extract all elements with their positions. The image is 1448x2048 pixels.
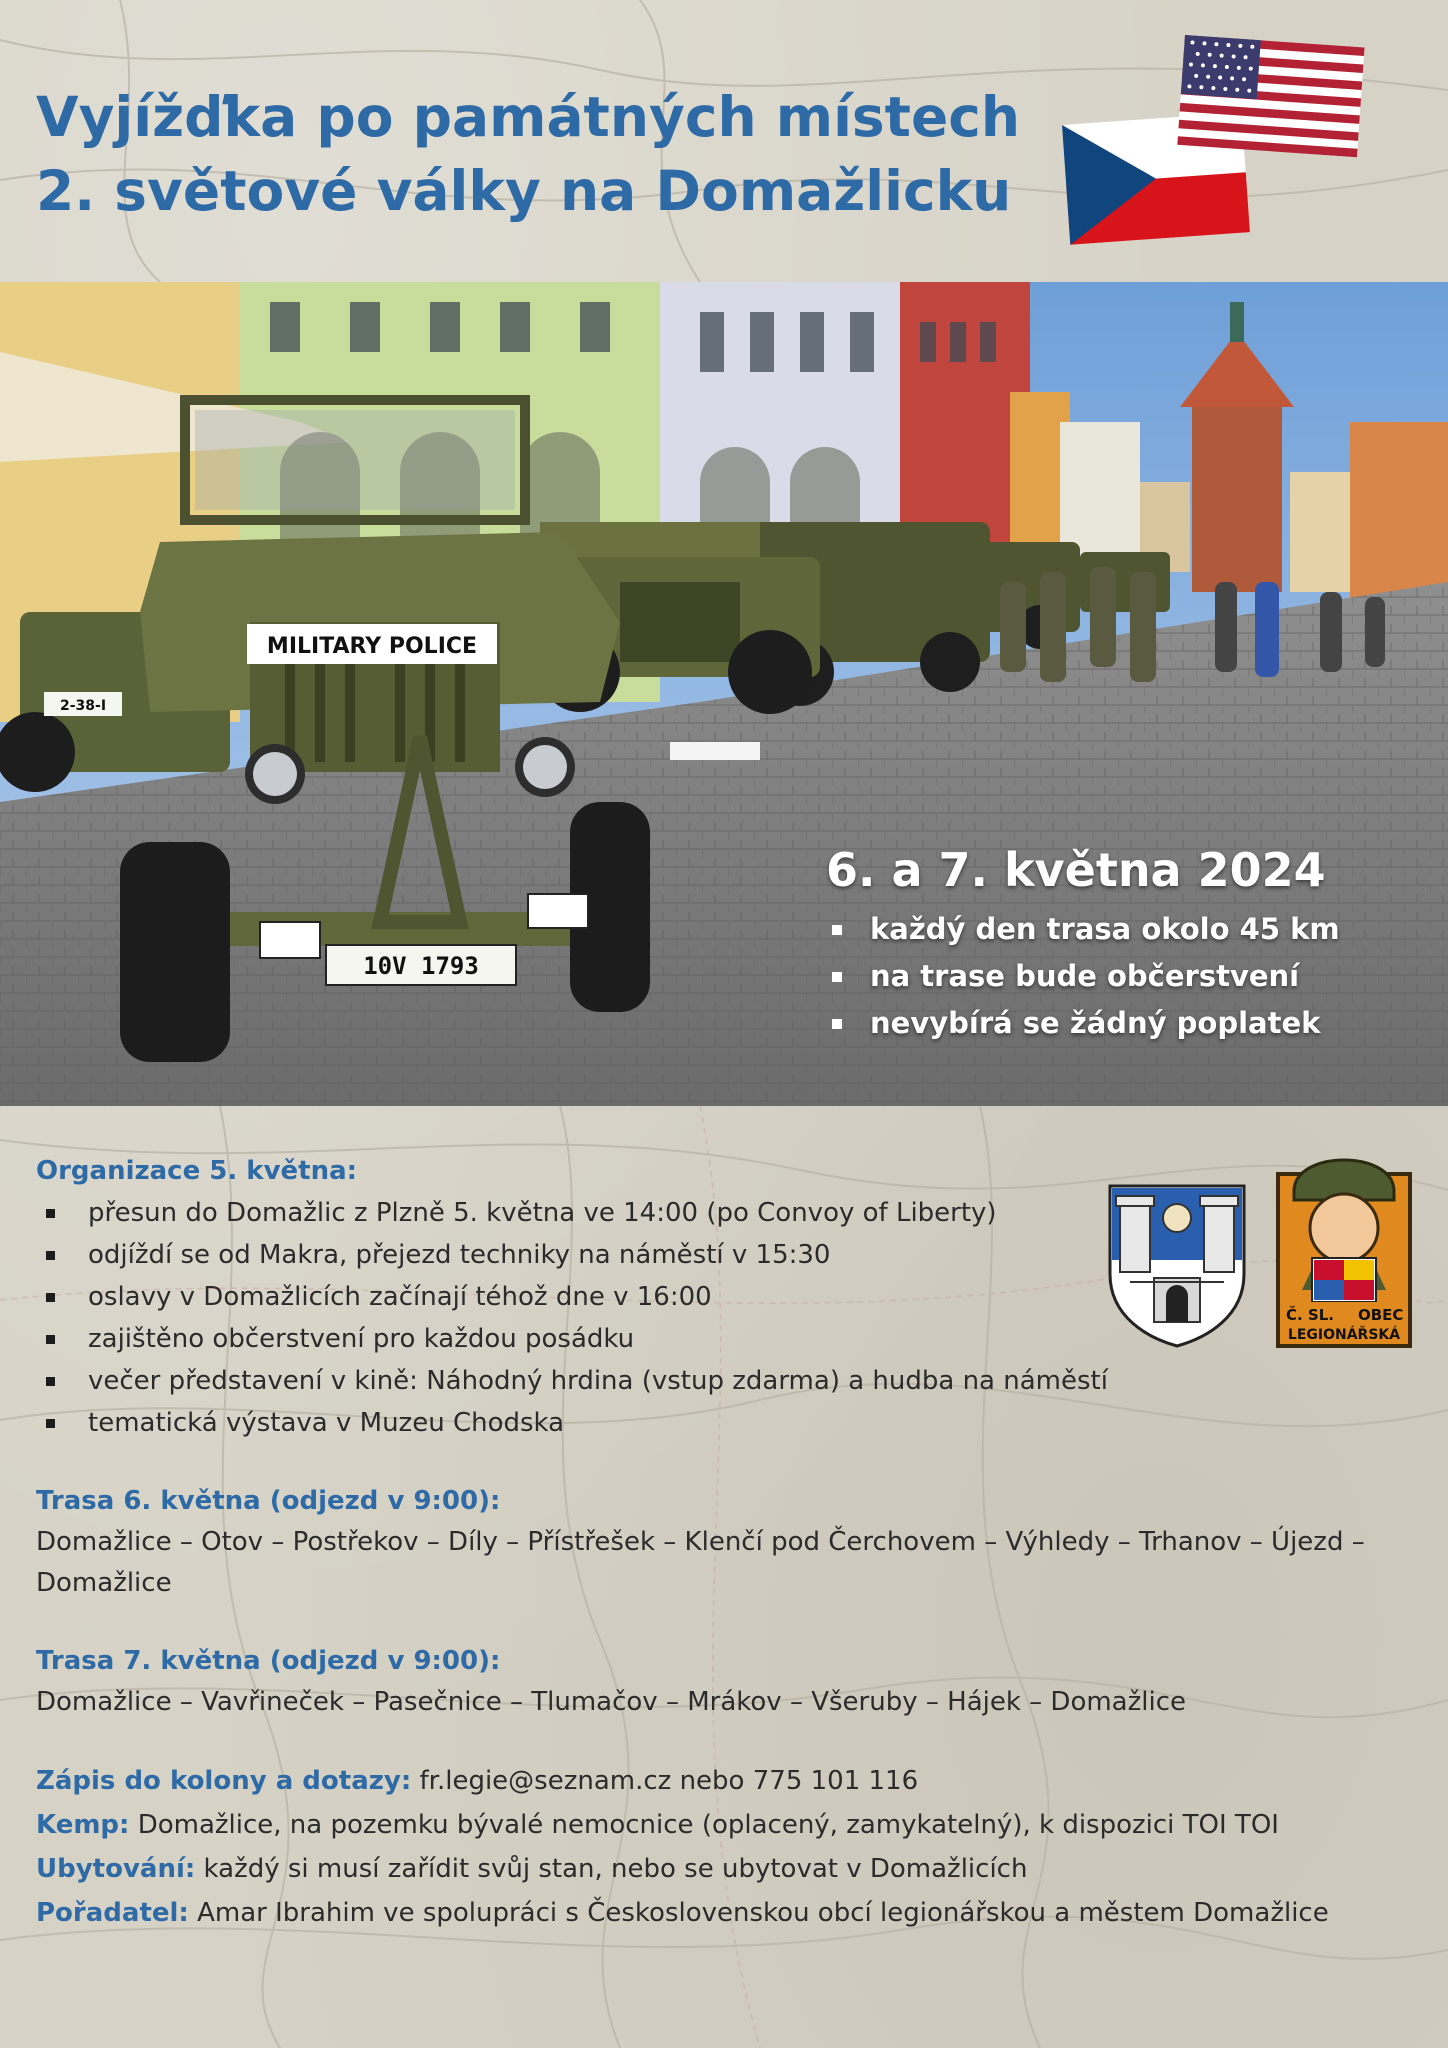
highlight-item: každý den trasa okolo 45 km — [826, 906, 1426, 953]
event-date: 6. a 7. května 2024 — [826, 843, 1326, 897]
list-item: zajištěno občerstvení pro každou posádku — [36, 1318, 1416, 1360]
list-item: odjíždí se od Makra, přejezd techniky na náměstí v 15:30 — [36, 1234, 1416, 1276]
usa-flag-icon — [1177, 35, 1364, 157]
title-line-1: Vyjížďka po památných místech — [36, 85, 1021, 149]
route7-text: Domažlice – Vavřineček – Pasečnice – Tlumačov – Mrákov – Všeruby – Hájek – Domažlice — [36, 1687, 1187, 1717]
military-police-sign: MILITARY POLICE — [266, 634, 478, 659]
highlight-item: nevybírá se žádný poplatek — [826, 1000, 1426, 1047]
left-jeep-marking: 2-38-I — [59, 698, 107, 714]
lodging-label: Ubytování: — [36, 1854, 196, 1884]
event-highlights — [826, 840, 1426, 1047]
organizer-value: Amar Ibrahim ve spolupráci s Československou obcí legionářskou a městem Domažlice — [197, 1898, 1329, 1928]
title-line-2: 2. světové války na Domažlicku — [36, 159, 1012, 223]
camp-label: Kemp: — [36, 1810, 130, 1840]
signup-line — [36, 1759, 1416, 1803]
highlight-item: na trase bude občerstvení — [826, 953, 1426, 1000]
list-item: přesun do Domažlic z Plzně 5. května ve 14:00 (po Convoy of Liberty) — [36, 1192, 1416, 1234]
legion-text-right: OBEC — [1358, 1306, 1404, 1324]
camp-value: Domažlice, na pozemku bývalé nemocnice (oplacený, zamykatelný), k dispozici TOI TOI — [137, 1810, 1279, 1840]
signup-label: Zápis do kolony a dotazy: — [36, 1766, 412, 1796]
signup-value: fr.legie@seznam.cz nebo 775 101 116 — [419, 1766, 919, 1796]
route6-heading: Trasa 6. května (odjezd v 9:00): — [36, 1486, 501, 1516]
organizer-line — [36, 1891, 1416, 1935]
list-item: večer představení v kině: Náhodný hrdina (vstup zdarma) a hudba na náměstí — [36, 1360, 1416, 1402]
page-title — [36, 80, 1021, 228]
list-item: oslavy v Domažlicích začínají téhož dne v 16:00 — [36, 1276, 1416, 1318]
organization-heading: Organizace 5. května: — [36, 1156, 358, 1186]
highlights-list — [826, 906, 1426, 1047]
lodging-line — [36, 1847, 1416, 1891]
list-item: tematická výstava v Muzeu Chodska — [36, 1402, 1416, 1444]
route6-text: Domažlice – Otov – Postřekov – Díly – Přístřešek – Klenčí pod Čerchovem – Výhledy – Trhanov – Újezd – Domažlice — [36, 1527, 1365, 1598]
organizer-label: Pořadatel: — [36, 1898, 189, 1928]
flags — [1040, 30, 1370, 260]
camp-line — [36, 1803, 1416, 1847]
legion-logo — [1276, 1130, 1412, 1348]
legion-text-left: Č. SL. — [1286, 1306, 1334, 1324]
route7-heading: Trasa 7. května (odjezd v 9:00): — [36, 1646, 501, 1676]
lodging-value: každý si musí zařídit svůj stan, nebo se ubytovat v Domažlicích — [203, 1854, 1028, 1884]
legion-text-bottom: LEGIONÁŘSKÁ — [1287, 1327, 1401, 1343]
domazlice-crest-icon — [1106, 1182, 1248, 1350]
license-plate: 10V 1793 — [363, 952, 479, 980]
